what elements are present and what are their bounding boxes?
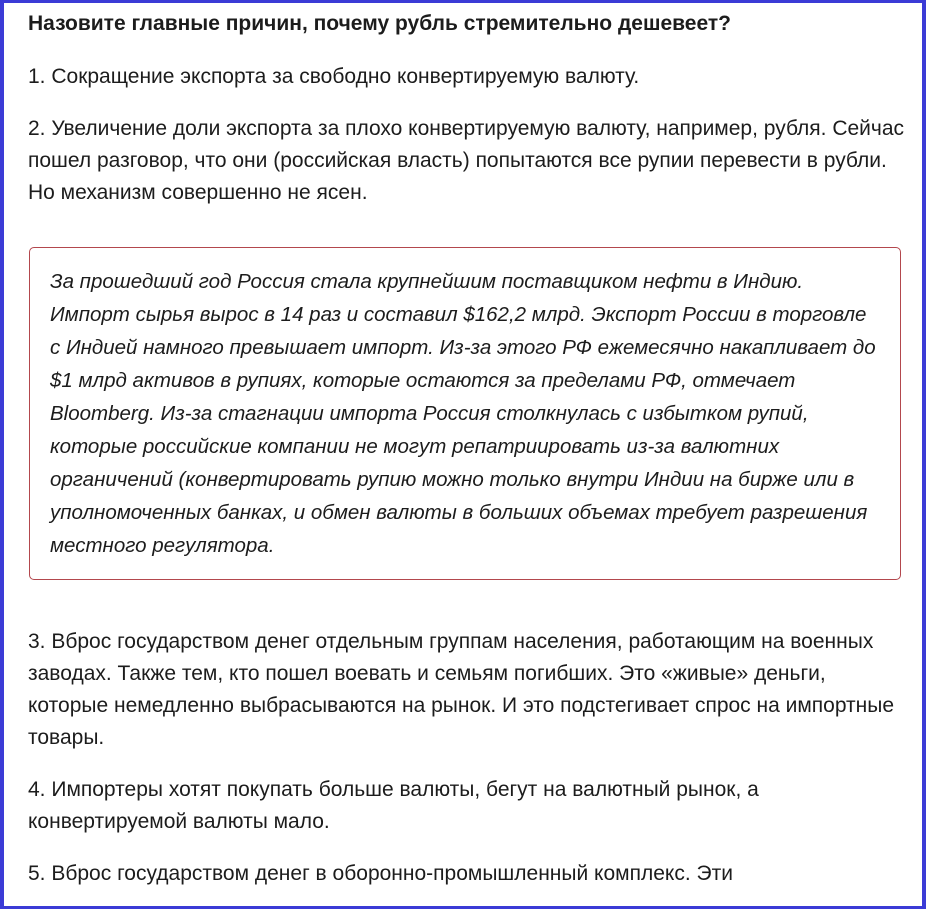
question-heading: Назовите главные причин, почему рубль стремительно дешевеет? xyxy=(28,12,731,35)
article-body xyxy=(28,9,908,890)
reason-4-paragraph: 4. Импортеры хотят покупать больше валюты, бегут на валютный рынок, а конвертируемой валюты мало. xyxy=(28,778,759,833)
reason-3-paragraph: 3. Вброс государством денег отдельным группам населения, работающим на военных заводах. Также тем, кто пошел воевать и семьям погибших. Это «живые» деньги, которые немедленно выбрасываются на рынок. И это подстегивает спрос на импортные товары. xyxy=(28,630,895,749)
quote-block: За прошедший год Россия стала крупнейшим поставщиком нефти в Индию. Импорт сырья вырос в 14 раз и составил $162,2 млрд. Экспорт России в торговле с Индией намного превышает импорт. Из-за этого РФ ежемесячно накапливает до $1 млрд активов в рупиях, которые остаются за пределами РФ, отмечает Bloomberg. Из-за стагнации импорта Россия столкнулась с избытком рупий, которые российские компании не могут репатриировать из-за валютних органичений (конвертировать рупию можно только внутри Индии на бирже или в уполномоченных банках, и обмен валюты в больших объемах требует разрешения местного регулятора. xyxy=(29,247,901,580)
reason-2-paragraph: 2. Увеличение доли экспорта за плохо конвертируемую валюту, например, рубля. Сейчас пошел разговор, что они (российская власть) попытаются все рупии перевести в рубли. Но механизм совершенно не ясен. xyxy=(28,117,905,204)
reason-5-paragraph: 5. Вброс государством денег в оборонно-промышленный комплекс. Эти xyxy=(28,862,733,885)
reason-1-paragraph: 1. Сокращение экспорта за свободно конвертируемую валюту. xyxy=(28,65,640,88)
